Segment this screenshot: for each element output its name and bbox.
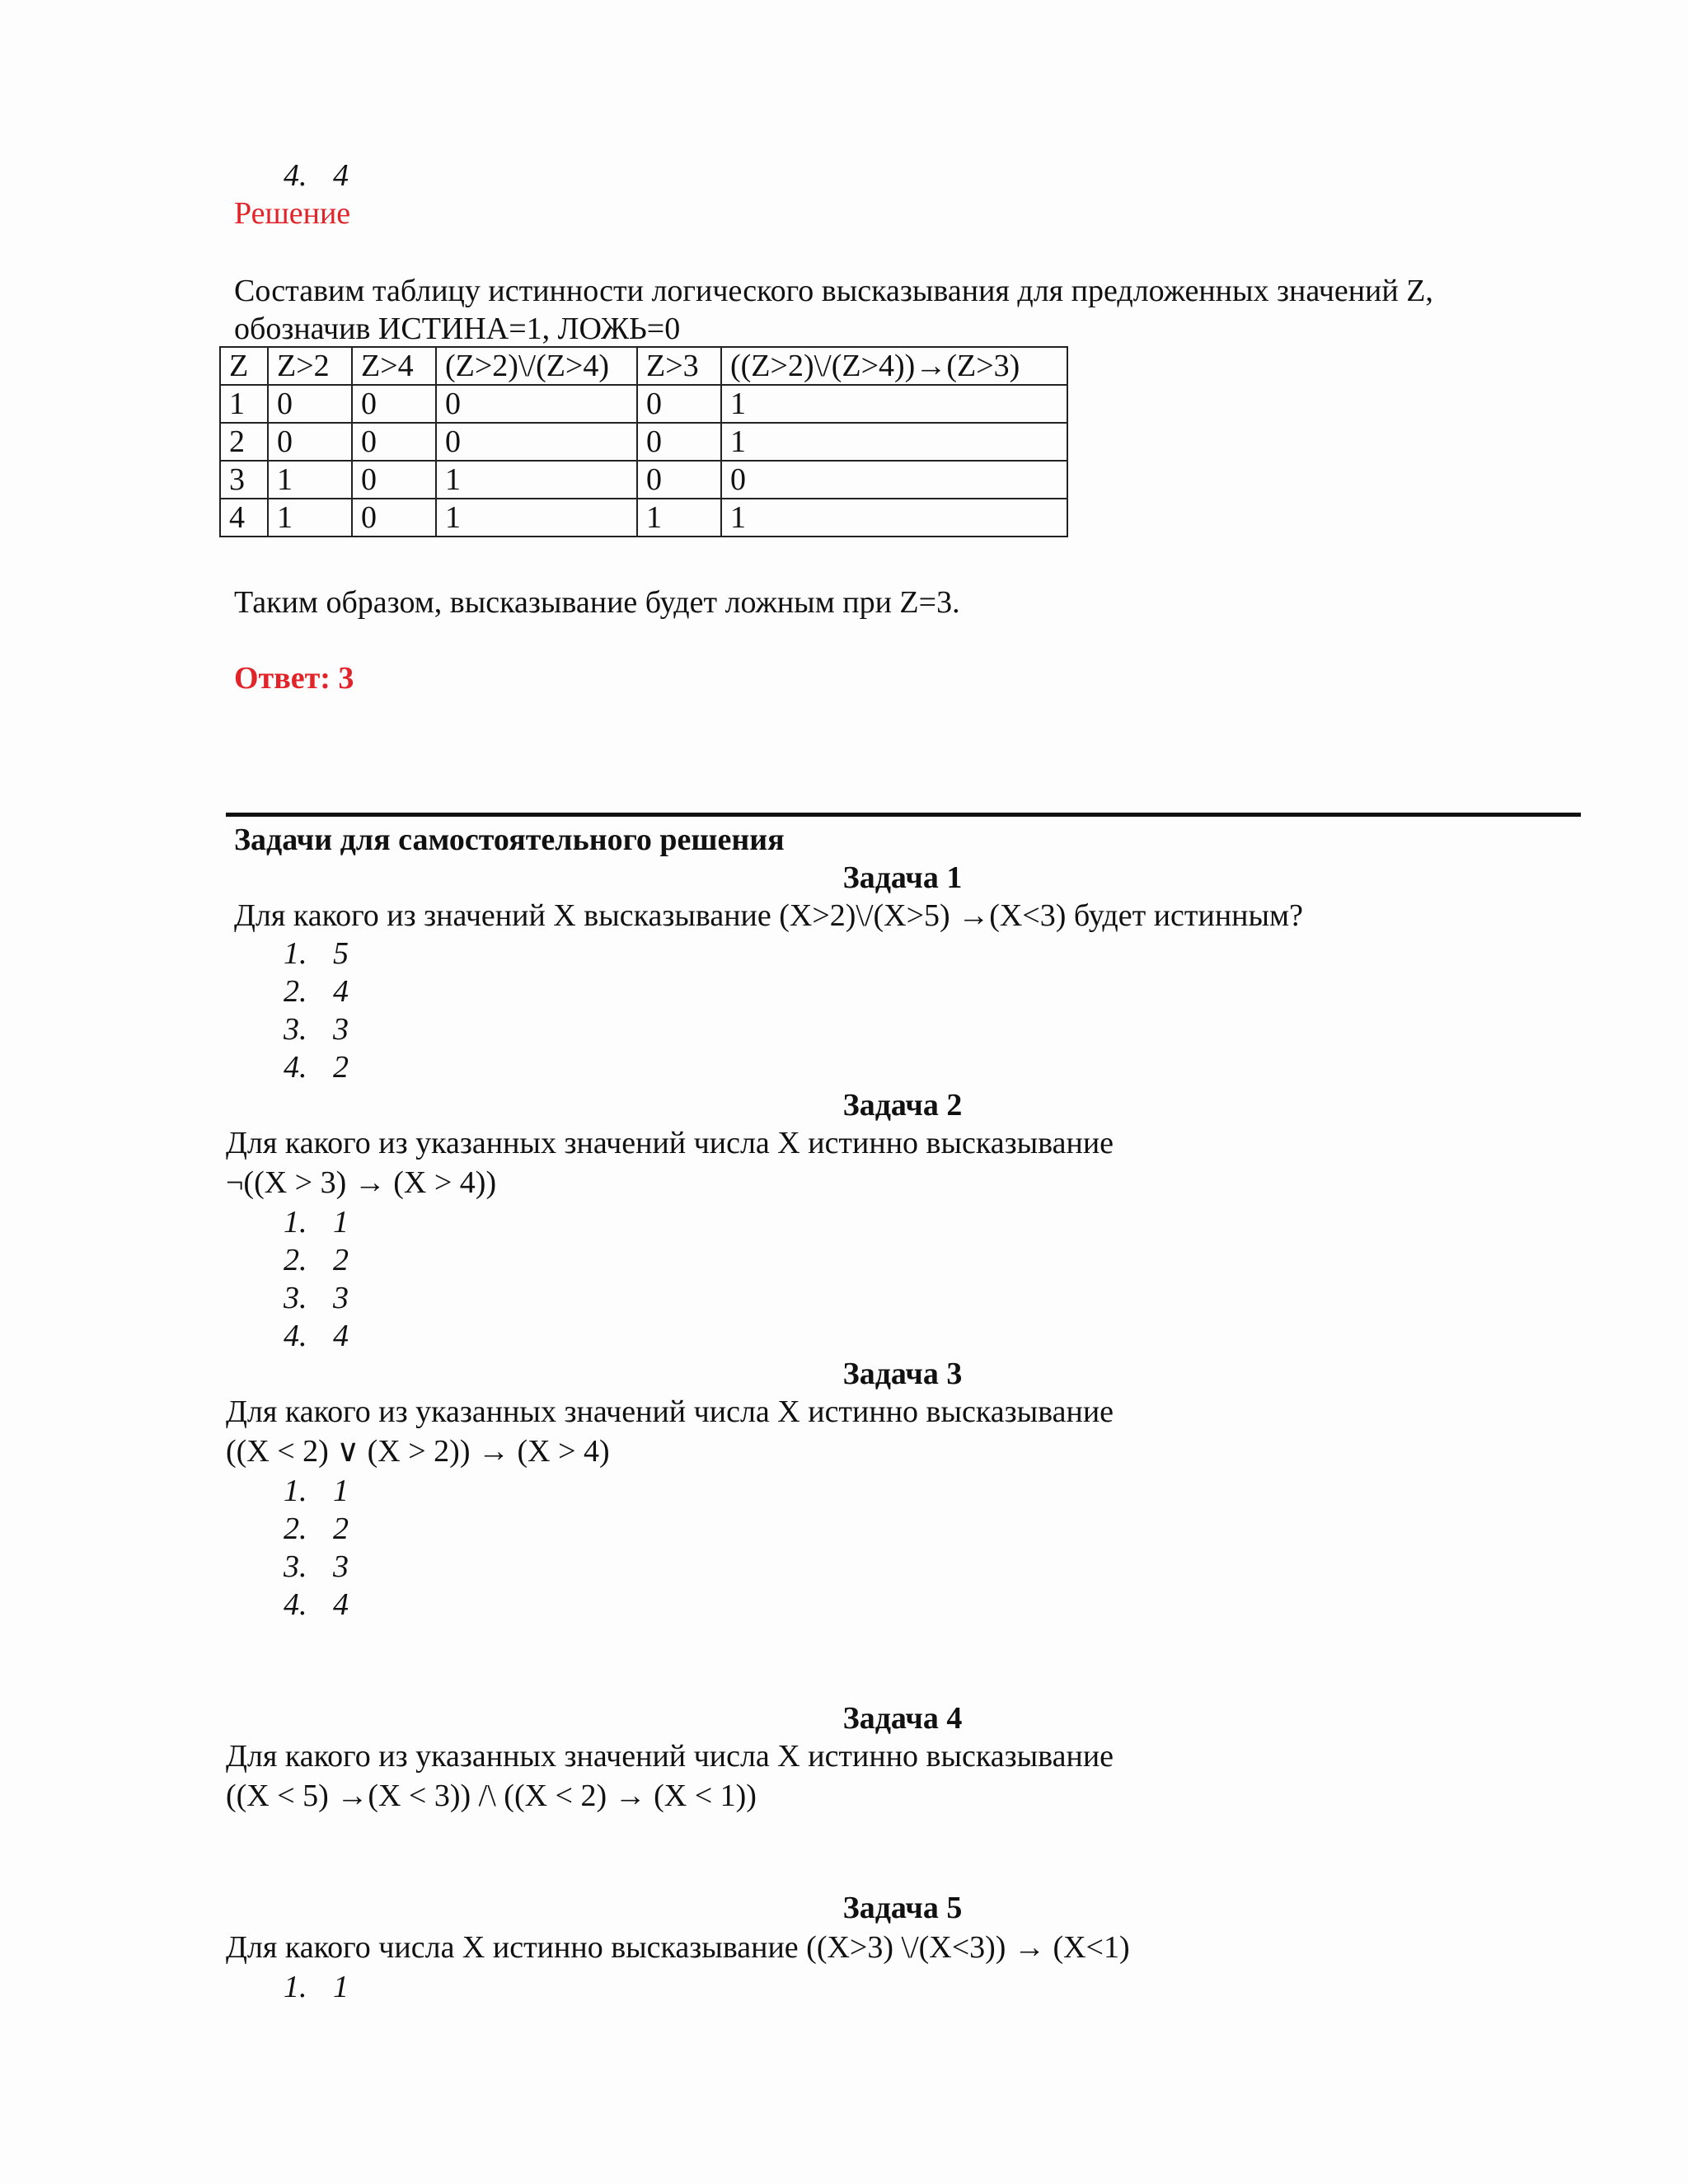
option-item: 3. 3 — [284, 1549, 349, 1584]
option-item: 3. 3 — [284, 1281, 349, 1315]
table-row — [220, 499, 1067, 537]
option-item: 2. 4 — [284, 974, 349, 1009]
table-cell: 0 — [352, 499, 436, 537]
option-item: 4. 2 — [284, 1050, 349, 1085]
table-header-row — [220, 347, 1067, 385]
table-cell: 1 — [721, 499, 1067, 537]
table-header-cell: ((Z>2)\/(Z>4))→(Z>3) — [721, 347, 1067, 385]
table-cell: 1 — [436, 499, 637, 537]
option-item: 2. 2 — [284, 1243, 349, 1277]
table-cell: 1 — [721, 385, 1067, 423]
option-item: 2. 2 — [284, 1511, 349, 1546]
intro-text-line1: Составим таблицу истинности логического высказывания для предложенных значений Z, — [234, 274, 1433, 308]
solution-heading: Решение — [234, 196, 351, 231]
table-header-cell: (Z>2)\/(Z>4) — [436, 347, 637, 385]
task-title: Задача 1 — [842, 860, 963, 895]
option-item: 4. 4 — [284, 1587, 349, 1622]
conclusion-text: Таким образом, высказывание будет ложным при Z=3. — [234, 585, 960, 620]
table-cell: 1 — [721, 423, 1067, 461]
table-cell: 1 — [220, 385, 268, 423]
task-title: Задача 4 — [842, 1701, 963, 1736]
option-item: 1. 5 — [284, 936, 349, 971]
table-cell: 0 — [436, 385, 637, 423]
table-cell: 0 — [637, 385, 721, 423]
task-formula: ((X < 5) →(X < 3)) /\ ((X < 2) → (X < 1)) — [226, 1779, 757, 1813]
table-cell: 0 — [352, 423, 436, 461]
table-cell: 0 — [352, 461, 436, 499]
task-text: Для какого из указанных значений числа X истинно высказывание — [226, 1739, 1114, 1774]
answer-text: Ответ: 3 — [234, 661, 354, 696]
table-header-cell: Z — [220, 347, 268, 385]
table-row — [220, 461, 1067, 499]
table-cell: 1 — [268, 499, 352, 537]
table-row — [220, 423, 1067, 461]
truth-table — [219, 346, 1068, 537]
table-cell: 0 — [352, 385, 436, 423]
table-cell: 1 — [436, 461, 637, 499]
table-cell: 0 — [268, 423, 352, 461]
table-cell: 0 — [436, 423, 637, 461]
task-title: Задача 5 — [842, 1891, 963, 1925]
table-cell: 3 — [220, 461, 268, 499]
option-item: 4. 4 — [284, 1319, 349, 1353]
table-cell: 0 — [721, 461, 1067, 499]
intro-text-line2: обозначив ИСТИНА=1, ЛОЖЬ=0 — [234, 312, 681, 346]
table-cell: 0 — [637, 423, 721, 461]
table-header-cell: Z>2 — [268, 347, 352, 385]
table-cell: 1 — [637, 499, 721, 537]
table-cell: 2 — [220, 423, 268, 461]
option-item: 1. 1 — [284, 1970, 349, 2004]
section-divider — [226, 813, 1581, 817]
table-row — [220, 385, 1067, 423]
option-item: 4. 4 — [284, 158, 349, 193]
section-title: Задачи для самостоятельного решения — [234, 823, 785, 857]
table-header-cell: Z>4 — [352, 347, 436, 385]
option-item: 1. 1 — [284, 1205, 349, 1240]
task-formula: ((X < 2) ∨ (X > 2)) → (X > 4) — [226, 1434, 610, 1469]
table-cell: 1 — [268, 461, 352, 499]
table-cell: 4 — [220, 499, 268, 537]
option-item: 3. 3 — [284, 1012, 349, 1047]
task-text: Для какого из указанных значений числа X истинно высказывание — [226, 1126, 1114, 1160]
task-formula: ¬((X > 3) → (X > 4)) — [226, 1165, 497, 1200]
table-cell: 0 — [637, 461, 721, 499]
task-title: Задача 2 — [842, 1088, 963, 1122]
table-header-cell: Z>3 — [637, 347, 721, 385]
task-title: Задача 3 — [842, 1357, 963, 1391]
option-item: 1. 1 — [284, 1474, 349, 1508]
task-text: Для какого из указанных значений числа X истинно высказывание — [226, 1394, 1114, 1429]
task-text: Для какого числа X истинно высказывание ((X>3) \/(X<3)) → (X<1) — [226, 1930, 1130, 1965]
table-cell: 0 — [268, 385, 352, 423]
task-text: Для какого из значений X высказывание (X>2)\/(X>5) →(X<3) будет истинным? — [234, 898, 1303, 933]
